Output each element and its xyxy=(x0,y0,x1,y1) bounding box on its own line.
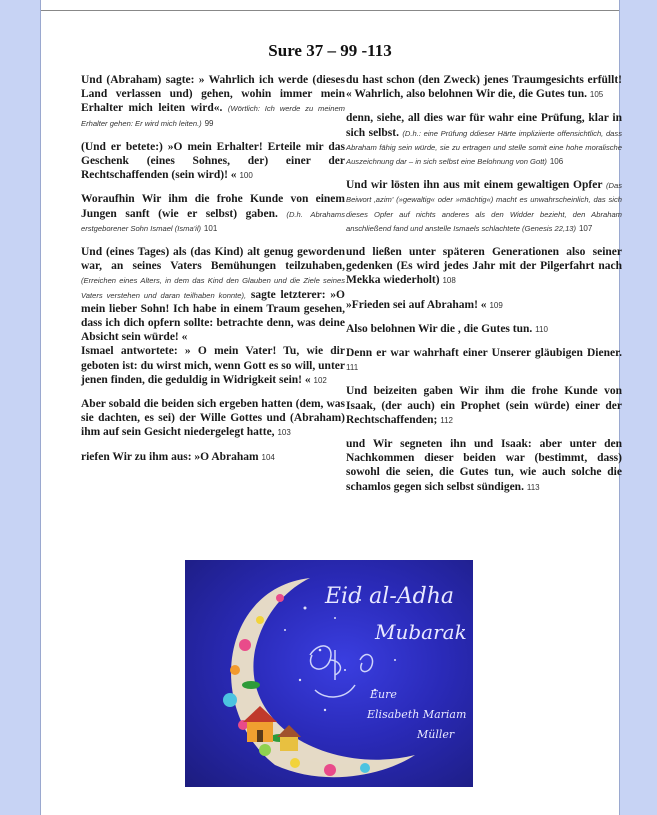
verse-number: 110 xyxy=(535,324,548,334)
verse-number: 107 xyxy=(578,223,593,233)
right-column xyxy=(346,73,622,504)
page-title: Sure 37 – 99 -113 xyxy=(268,41,392,60)
verse-105: du hast schon (den Zweck) jenes Traumgesichts erfüllt! « Wahrlich, also belohnen Wir die, die Gutes tun. 105 xyxy=(346,74,622,101)
verse-number: 106 xyxy=(549,157,564,167)
verse-number: 102 xyxy=(313,375,327,385)
footnote: (Erreichen eines Alters, in dem das Kind den Glauben und die Ziele seines Vaters verstehen und daran teilhaben konnte), xyxy=(81,276,345,300)
verse-number: 108 xyxy=(442,276,456,286)
eid-greeting-card xyxy=(185,560,473,787)
verse-number: 113 xyxy=(526,482,540,492)
verse-number: 100 xyxy=(239,171,253,181)
footnote: (Wörtlich: Ich werde zu meinem Erhalter gehen: Er wird mich leiten.) xyxy=(81,104,346,128)
verse-number: 101 xyxy=(203,223,218,233)
verse-104: riefen Wir zu ihm aus: »O Abraham 104 xyxy=(81,450,275,463)
verse-113: und Wir segneten ihn und Isaak: aber unter den Nachkommen dieser beiden war (bestimmt, dass) sowohl die seien, die Gutes tun, wie auch solche die schamlos gegen sich selbst sündigen. 113 xyxy=(346,438,622,493)
verse-106: denn, siehe, all dies war für wahr eine Prüfung, klar in sich selbst. (D.h.: eine Prüfung ddieser Härte impliziierte offensichtlich, dass Abraham fähig sein würde, sie zu ertragen und stelle somit eine hohe moralische Auszeichnung dar – in sich selbst eine Belohnung von Gott) 106 xyxy=(346,112,622,167)
verse-number: 99 xyxy=(204,118,214,128)
card-signature-line2: Elisabeth Mariam xyxy=(367,708,467,721)
verse-number: 111 xyxy=(346,363,359,373)
verse-111: Denn er war wahrhaft einer Unserer gläubigen Diener. 111 xyxy=(346,347,622,373)
footnote: (D.h.: eine Prüfung ddieser Härte impliziierte offensichtlich, dass Abraham fähig sein würde, sie zu ertragen und stelle somit eine hohe moralische Auszeichnung dar – in sich selbst eine Belohnung von Gott) xyxy=(346,128,622,167)
calligraphy-mark xyxy=(310,646,373,697)
left-column xyxy=(81,73,345,474)
verse-101: Woraufhin Wir ihm die frohe Kunde von einem Jungen sanft (wie er selbst) gaben. (D.h. Abrahams erstgeborener Sohn Ismael (Isma'il) 101 xyxy=(81,193,345,233)
verse-107: Und wir lösten ihn aus mit einem gewaltigen Opfer (Das Beiwort ‚azim' (»gewaltig« oder »mächtig«) macht es unwahrscheinlich, das sich dieses Opfer auf nichts anderes als den Widder bezieht, den Abraham anschließend fand und anstelle Ismaels schlachtete (Genesis 22,13) 107 xyxy=(346,179,622,233)
footnote: (D.h. Abrahams erstgeborener Sohn Ismael (Isma'il) xyxy=(81,209,345,233)
verse-112: Und beizeiten gaben Wir ihm die frohe Kunde von Isaak, (der auch) ein Prophet (sein würde) einer der Rechtschaffenden; 112 xyxy=(346,385,622,426)
card-signature-line3: Müller xyxy=(417,728,455,741)
verse-number: 104 xyxy=(261,452,275,462)
footnote: (Das Beiwort ‚azim' (»gewaltig« oder »mächtig«) macht es unwahrscheinlich, das sich dieses Opfer auf nichts anderes als den Widder bezieht, den Abraham anschließend fand und anstelle Ismaels schlachtete (Genesis 22,13) xyxy=(346,181,622,233)
verse-103: Aber sobald die beiden sich ergeben hatten (dem, was sie dachten, es sei) der Wille Gottes und (Abraham) ihm auf sein Gesicht niedergelegt hatte, 103 xyxy=(81,398,345,439)
verse-108: und ließen unter späteren Generationen also seiner gedenken (Es wird jedes Jahr mit der Pilgerfahrt nach Mekka wiederholt) 108 xyxy=(346,246,622,287)
verse-number: 112 xyxy=(440,415,453,425)
verse-102: Und (eines Tages) als (das Kind) alt genug geworden war, an seines Vaters Bemühungen teilzuhaben, (Erreichen eines Alters, in dem das Kind den Glauben und die Ziele seines Vaters verstehen und daran teilhaben konnte), sagte letzterer: »O mein lieber Sohn! Ich habe in einem Traum gesehen, dass ich dich opfern sollte: betrachte denn, was deine Absicht sein würde! « Ismael antwortete: » O mein Vater! Tu, wie dir geboten ist: du wirst mich, wenn Gott es so will, unter jenen finden, die geduldig in Widrigkeit sein! « 102 xyxy=(81,246,345,386)
verse-number: 109 xyxy=(489,300,503,310)
verse-number: 105 xyxy=(589,90,604,100)
verse-110: Also belohnen Wir die , die Gutes tun. 110 xyxy=(346,322,548,335)
card-signature-line1: Eure xyxy=(370,688,397,701)
verse-number: 103 xyxy=(277,428,291,438)
header-rule xyxy=(41,10,619,11)
card-heading: Eid al-Adha xyxy=(325,584,455,609)
verse-100: (Und er betete:) »O mein Erhalter! Erteile mir das Geschenk (eines Sohnes, der) einer der Rechtschaffenden (sein wird)! « 100 xyxy=(81,140,345,182)
verse-109: »Frieden sei auf Abraham! « 109 xyxy=(346,298,503,311)
verse-99: Und (Abraham) sagte: » Wahrlich ich werde (dieses Land verlassen und) gehen, wohin immer mein Erhalter mich leiten wird«. (Wörtlich: Ich werde zu meinem Erhalter gehen: Er wird mich leiten.) 99 xyxy=(81,74,346,128)
card-subheading: Mubarak xyxy=(375,620,467,644)
